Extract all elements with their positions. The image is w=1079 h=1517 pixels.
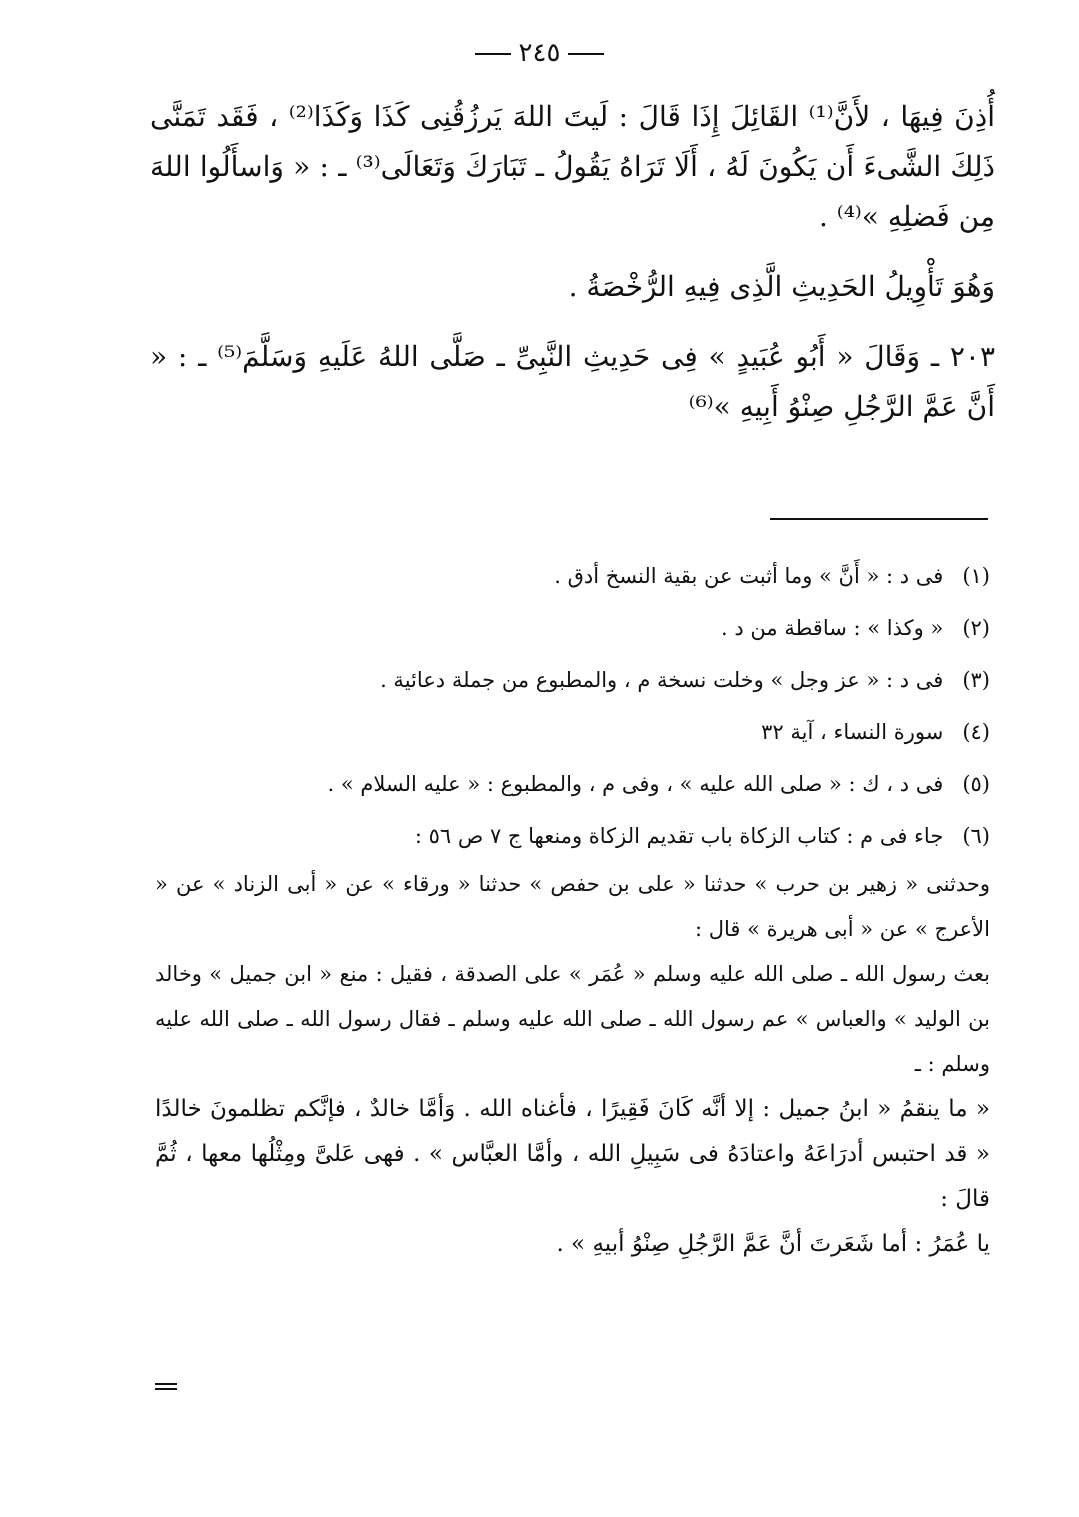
footnote-text: فى د : « أَنَّ » وما أثبت عن بقية النسخ أدق . — [554, 564, 944, 588]
footnotes — [155, 550, 990, 1267]
page-number-dash-left — [475, 53, 511, 55]
footnote-6 — [155, 810, 990, 862]
footnote-5 — [155, 758, 990, 810]
paragraph-gap — [150, 242, 995, 262]
hadith-paragraph-3: « ما ينقمُ « ابنُ جميل : إلا أنَّه كَانَ فَقِيرًا ، فأغناه الله . وَأمَّا خالدٌ ، فإنَّكم تظلمونَ خالدًا « قد احتبس أدرَاعَهُ واعتادَهُ فى سَبِيلِ الله ، وأمَّا العبَّاس » . فهى عَلىَّ ومِثْلُها معها ، ثُمَّ قالَ : — [155, 1096, 990, 1212]
main-paragraph-3: ٢٠٣ ـ وَقَالَ « أَبُو عُبَيدٍ » فِى حَدِيثِ النَّبِىِّ ـ صَلَّى اللهُ عَلَيهِ وَسَلَّمَ⁽⁵⁾ ـ : « أَنَّ عَمَّ الرَّجُلِ صِنْوُ أَبِيهِ »⁽⁶⁾ — [150, 340, 995, 423]
paragraph-gap — [150, 312, 995, 332]
footnote-1 — [155, 550, 990, 602]
footnote-number: (١) — [962, 564, 990, 588]
main-text — [150, 92, 995, 432]
footnote-text: « وكذا » : ساقطة من د . — [721, 616, 944, 640]
page-number-text: ٢٤٥ — [518, 38, 561, 68]
footnote-number: (٢) — [962, 616, 990, 640]
footnote-text: فى د : « عز وجل » وخلت نسخة م ، والمطبوع من جملة دعائية . — [380, 668, 944, 692]
hadith-paragraph-2: بعث رسول الله ـ صلى الله عليه وسلم « عُمَر » على الصدقة ، فقيل : منع « ابن جميل » وخالد بن الوليد » والعباس » عم رسول الله ـ صلى الله عليه وسلم ـ فقال رسول الله ـ صلى الله عليه وسلم : ـ — [155, 962, 990, 1076]
page-number — [0, 38, 1079, 68]
footnote-text: سورة النساء ، آية ٣٢ — [761, 720, 944, 744]
end-mark — [155, 1388, 177, 1390]
footnote-separator — [770, 518, 988, 520]
footnote-number: (٤) — [962, 720, 990, 744]
hadith-paragraph-1: وحدثنى « زهير بن حرب » حدثنا « على بن حفص » حدثنا « ورقاء » عن « أبى الزناد » عن « الأعرج » عن « أبى هريرة » قال : — [155, 872, 990, 941]
footnote-text: فى د ، ك : « صلى الله عليه » ، وفى م ، والمطبوع : « عليه السلام » . — [327, 772, 944, 796]
footnote-4 — [155, 706, 990, 758]
hadith-paragraph-4: يا عُمَرُ : أما شَعَرتَ أنَّ عَمَّ الرَّجُلِ صِنْوُ أبيهِ » . — [556, 1231, 990, 1257]
footnote-number: (٥) — [962, 772, 990, 796]
end-mark — [155, 1383, 177, 1385]
main-paragraph-1: أُذِنَ فِيهَا ، لأَنَّ⁽¹⁾ القَائِلَ إِذَا قَالَ : لَيتَ اللهَ يَرزُقُنِى كَذَا وَكَذَا⁽²⁾ ، فَقَد تَمَنَّى ذَلِكَ الشَّىءَ أَن يَكُونَ لَهُ ، أَلَا تَرَاهُ يَقُولُ ـ تَبَارَكَ وَتَعَالَى⁽³⁾ ـ : « وَاسأَلُوا اللهَ مِن فَضلِهِ »⁽⁴⁾ . — [150, 100, 995, 233]
footnote-3 — [155, 654, 990, 706]
footnote-number: (٣) — [962, 668, 990, 692]
footnote-2 — [155, 602, 990, 654]
footnote-text: جاء فى م : كتاب الزكاة باب تقديم الزكاة ومنعها ج ٧ ص ٥٦ : — [414, 824, 944, 848]
main-paragraph-2: وَهُوَ تَأْوِيلُ الحَدِيثِ الَّذِى فِيهِ الرُّخْصَةُ . — [568, 270, 995, 303]
page-number-dash-right — [568, 53, 604, 55]
footnote-number: (٦) — [962, 824, 990, 848]
